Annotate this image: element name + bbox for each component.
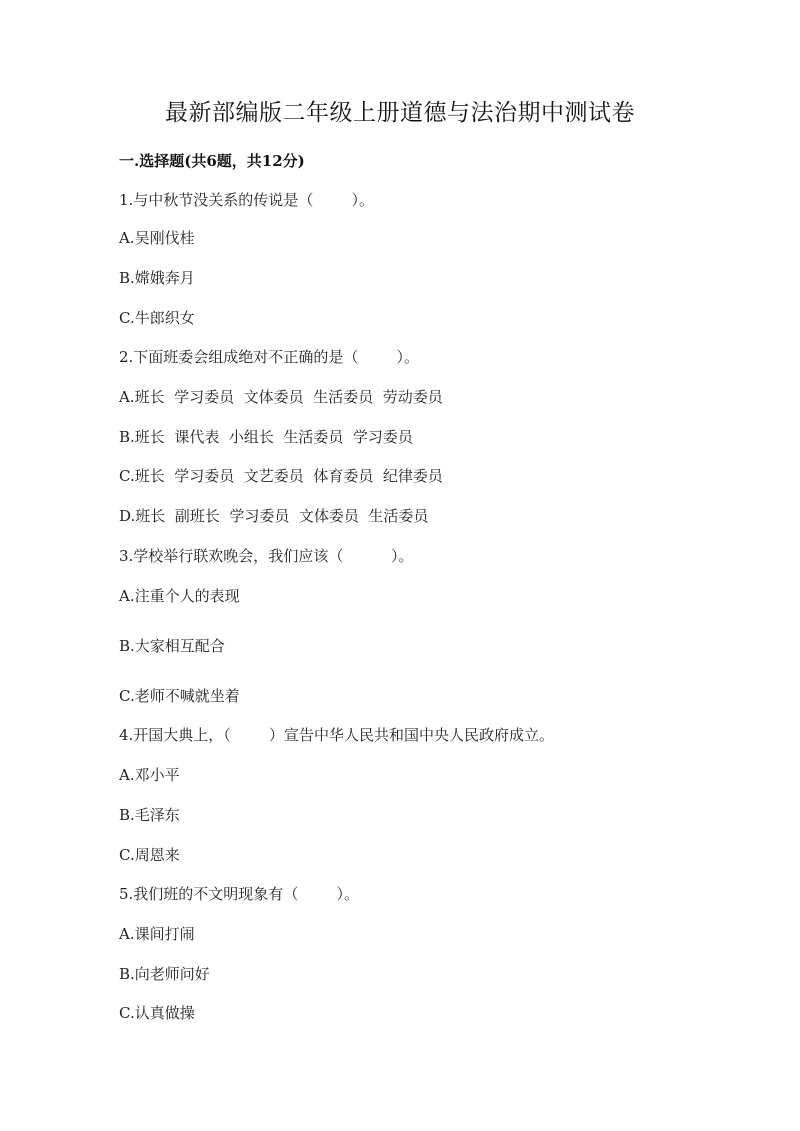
option-3c: C.老师不喊就坐着 bbox=[119, 687, 240, 705]
question-stem-3: 3.学校举行联欢晚会，我们应该（ ）。 bbox=[119, 547, 414, 565]
option-5c: C.认真做操 bbox=[119, 1004, 195, 1022]
option-4c: C.周恩来 bbox=[119, 846, 180, 864]
option-2b: B.班长 课代表 小组长 生活委员 学习委员 bbox=[119, 428, 413, 446]
option-2d: D.班长 副班长 学习委员 文体委员 生活委员 bbox=[119, 507, 429, 525]
option-3b: B.大家相互配合 bbox=[119, 637, 225, 655]
option-1a: A.吴刚伐桂 bbox=[119, 229, 195, 247]
question-stem-5: 5.我们班的不文明现象有（ ）。 bbox=[119, 885, 359, 903]
section-heading: 一.选择题(共6题，共12分) bbox=[119, 152, 305, 170]
option-2a: A.班长 学习委员 文体委员 生活委员 劳动委员 bbox=[119, 388, 443, 406]
question-stem-1: 1.与中秋节没关系的传说是（ ）。 bbox=[119, 191, 374, 209]
option-3a: A.注重个人的表现 bbox=[119, 587, 240, 605]
option-4b: B.毛泽东 bbox=[119, 806, 180, 824]
option-2c: C.班长 学习委员 文艺委员 体育委员 纪律委员 bbox=[119, 467, 443, 485]
option-4a: A.邓小平 bbox=[119, 766, 180, 784]
question-stem-4: 4.开国大典上，（ ）宣告中华人民共和国中央人民政府成立。 bbox=[119, 726, 554, 744]
option-5a: A.课间打闹 bbox=[119, 925, 195, 943]
question-stem-2: 2.下面班委会组成绝对不正确的是（ ）。 bbox=[119, 348, 419, 366]
option-1b: B.嫦娥奔月 bbox=[119, 269, 195, 287]
option-5b: B.向老师问好 bbox=[119, 965, 210, 983]
option-1c: C.牛郎织女 bbox=[119, 309, 195, 327]
page-title: 最新部编版二年级上册道德与法治期中测试卷 bbox=[165, 100, 635, 126]
